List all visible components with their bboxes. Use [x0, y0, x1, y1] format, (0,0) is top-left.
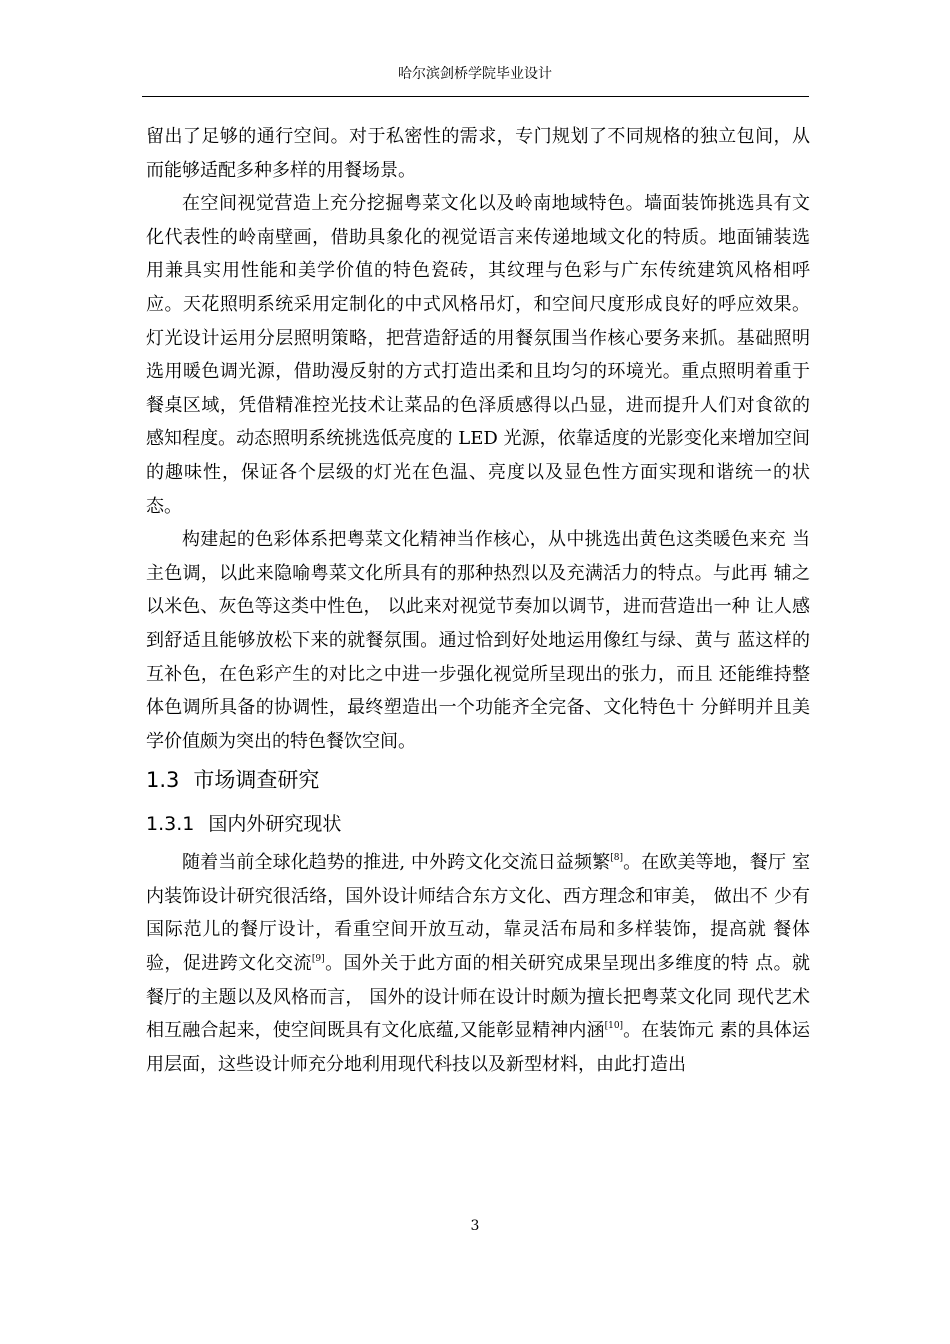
subsection-title: 国内外研究现状 [208, 813, 342, 836]
subsection-heading [146, 802, 810, 846]
research-text-part-4: 。在装饰元 素的具体运用层面，这些设计师充分地利用现代科技以及新型材料，由此打造出 [146, 1020, 810, 1075]
paragraph-visual-design: 在空间视觉营造上充分挖掘粤菜文化以及岭南地域特色。墙面装饰挑选具有文化代表性的岭南壁画，借助具象化的视觉语言来传递地域文化的特质。地面铺装选用兼具实用性能和美学价值的特色瓷砖，其纹理与色彩与广东传统建筑风格相呼应。天花照明系统采用定制化的中式风格吊灯，和空间尺度形成良好的呼应效果。灯光设计运用分层照明策略，把营造舒适的用餐氛围当作核心要务来抓。基础照明选用暖色调光源，借助漫反射的方式打造出柔和且均匀的环境光。重点照明着重于餐桌区域，凭借精准控光技术让菜品的色泽质感得以凸显，进而提升人们对食欲的感知程度。动态照明系统挑选低亮度的 LED 光源，依靠适度的光影变化来增加空间的趣味性，保证各个层级的灯光在色温、亮度以及显色性方面实现和谐统一的状态。 [146, 193, 810, 517]
research-text-part-3: 。国外关于此方面的相关研究成果呈现出多维度的特 点。就餐厅的主题以及风格而言， 国外的设计师在设计时颇为擅长把粤菜文化同 现代艺术相互融合起来，使空间既具有文化底蕴,又能彰显精神内涵 [146, 953, 810, 1042]
research-text-part-1: 随着当前全球化趋势的推进, 中外跨文化交流日益频繁 [182, 852, 611, 874]
paragraph-continued: 留出了足够的通行空间。对于私密性的需求，专门规划了不同规格的独立包间，从而能够适配多种多样的用餐场景。 [146, 126, 810, 181]
research-text-part-2: 。在欧美等地，餐厅 室内装饰设计研究很活络，国外设计师结合东方文化、西方理念和审美， 做出不 少有国际范儿的餐厅设计，看重空间开放互动，靠灵活布局和多样装饰，提高就 餐体验，促进跨文化交流 [146, 852, 810, 975]
page-number: 3 [470, 1218, 480, 1234]
citation-9: [9] [311, 953, 325, 964]
citation-8: [8] [610, 853, 623, 864]
citation-10: [10] [604, 1021, 624, 1032]
subsection-number: 1.3.1 [146, 813, 195, 836]
page-header-title: 哈尔滨剑桥学院毕业设计 [398, 66, 552, 82]
page-body [146, 120, 810, 1081]
section-number: 1.3 [146, 768, 180, 793]
section-heading [146, 758, 810, 802]
paragraph-color-system: 构建起的色彩体系把粤菜文化精神当作核心，从中挑选出黄色这类暖色来充 当主色调，以此来隐喻粤菜文化所具有的那种热烈以及充满活力的特点。与此再 辅之以米色、灰色等这类中性色， 以此来对视觉节奏加以调节，进而营造出一种 让人感到舒适且能够放松下来的就餐氛围。通过恰到好处地运用像红与绿、黄与 蓝这样的互补色，在色彩产生的对比之中进一步强化视觉所呈现出的张力，而且 还能维持整体色调所具备的协调性，最终塑造出一个功能齐全完备、文化特色十 分鲜明并且美学价值颇为突出的特色餐饮空间。 [146, 529, 810, 752]
section-title: 市场调查研究 [193, 768, 320, 793]
header-divider [142, 96, 809, 97]
paragraph-research-status [146, 846, 810, 1081]
